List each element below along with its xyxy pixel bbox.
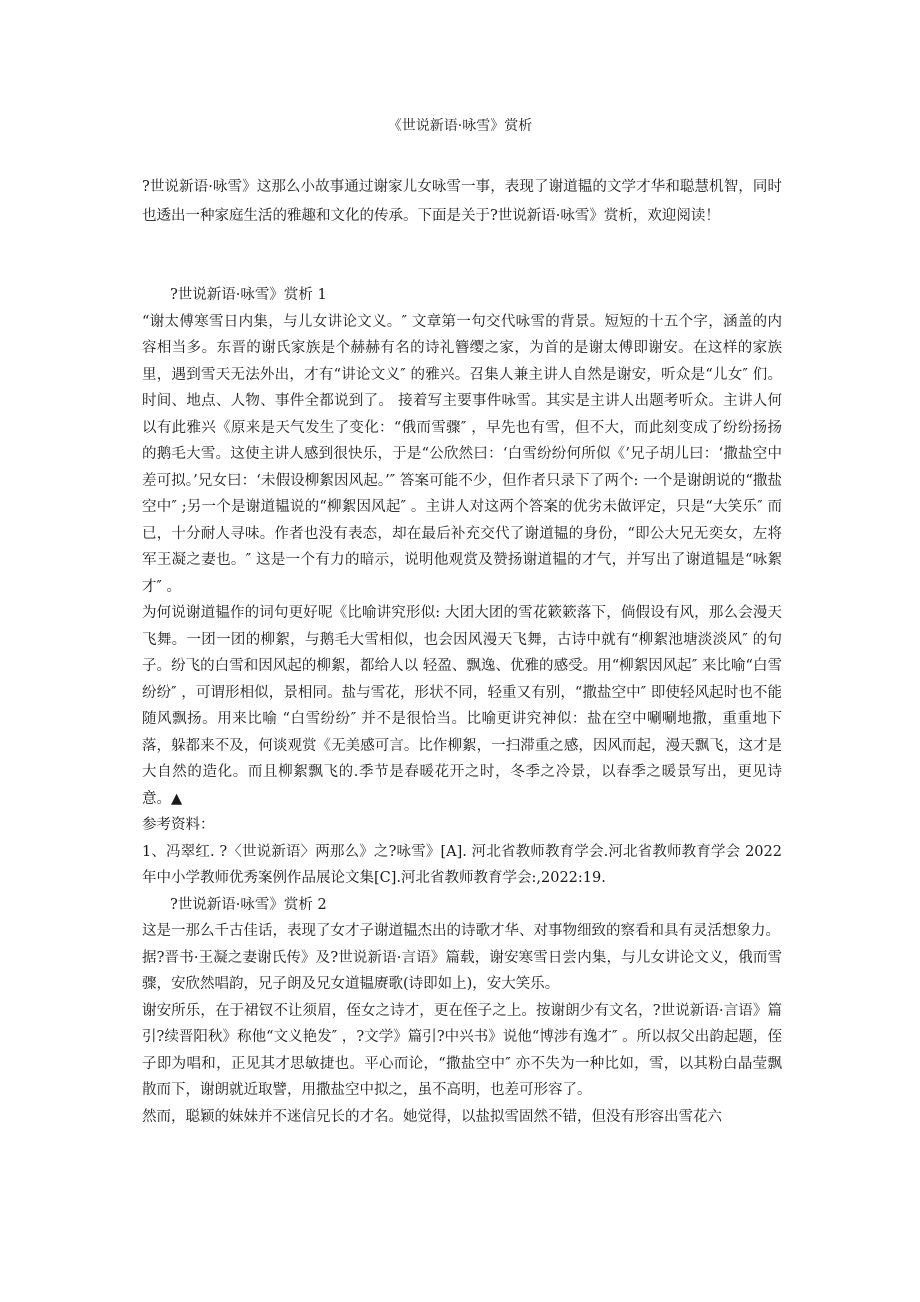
section2-paragraph-3: 谢安所乐，在于裙钗不让须眉，侄女之诗才，更在侄子之上。按谢朗少有文名，?世说新语·言语》篇引?续晋阳秋》称他“文义艳发″ ，?文学》篇引?中兴书》说他“博涉有逸才″ 。所以叔父出韵起题，侄子即为唱和，正见其才思敏捷也。平心而论，“撒盐空中″ 亦不失为一种比如，雪，以其粉白晶莹飘散而下，谢朗就近取譬，用撒盐空中拟之，虽不高明，也差可形容了。 [142, 1002, 782, 1098]
intro-paragraph: ?世说新语·咏雪》这那么小故事通过谢家儿女咏雪一事，表现了谢道韫的文学才华和聪慧机智，同时也透出一种家庭生活的雅趣和文化的传承。下面是关于?世说新语·咏雪》赏析，欢迎阅读！ [142, 179, 782, 224]
reference-item-1: 1、冯翠红. ?〈世说新语〉两那么》之?咏雪》[A]. 河北省教师教育学会.河北省教师教育学会 2022 年中小学教师优秀案例作品展论文集[C].河北省教师教育学会:,2022:19. [142, 843, 782, 886]
section1-paragraph-1: “谢太傅寒雪日内集，与儿女讲论文义。″ 文章第一句交代咏雪的背景。短短的十五个字，涵盖的内容相当多。东晋的谢氏家族是个赫赫有名的诗礼簪缨之家，为首的是谢太傅即谢安。在这样的家族里，遇到雪天无法外出，才有“讲论文义″ 的雅兴。召集人兼主讲人自然是谢安，听众是“儿女″ 们。时间、地点、人物、事件全都说到了。 接着写主要事件咏雪。其实是主讲人出题考听众。主讲人何以有此雅兴《原来是天气发生了变化：“俄而雪骤″ ，早先也有雪，但不大，而此刻变成了纷纷扬扬的鹅毛大雪。这使主讲人感到很快乐，于是“公欣然曰：‘白雪纷纷何所似《’兄子胡儿曰：‘撒盐空中差可拟。’兄女曰：‘未假设柳絮因风起。’″ 答案可能不少，但作者只录下了两个: 一个是谢朗说的“撒盐空中″ ;另一个是谢道韫说的“柳絮因风起″ 。主讲人对这两个答案的优劣未做评定，只是“大笑乐″ 而已，十分耐人寻味。作者也没有表态，却在最后补充交代了谢道韫的身份，“即公大兄无奕女，左将军王凝之妻也。″ 这是一个有力的暗示，说明他观赏及赞扬谢道韫的才气，并写出了谢道韫是“咏絮才″ 。 [142, 313, 782, 595]
references-label: 参考资料： [142, 817, 215, 833]
section2-paragraph-1: 这是一那么千古佳话，表现了女才子谢道韫杰出的诗歌才华、对事物细致的察看和具有灵活想象力。 [142, 923, 780, 939]
main-body [142, 282, 782, 1130]
section2-paragraph-4: 然而，聪颖的妹妹并不迷信兄长的才名。她觉得，以盐拟雪固然不错，但没有形容出雪花六 [142, 1108, 722, 1125]
section2-heading: ?世说新语·咏雪》赏析 2 [170, 896, 327, 913]
section1-paragraph-2: 为何说谢道韫作的词句更好呢《比喻讲究形似: 大团大团的雪花簌簌落下，倘假设有风，那么会漫天飞舞。一团一团的柳絮，与鹅毛大雪相似，也会因风漫天飞舞，古诗中就有“柳絮池塘淡淡风″ 的句子。纷飞的白雪和因风起的柳絮，都给人以 轻盈、飘逸、优雅的感受。用“柳絮因风起″ 来比喻“白雪纷纷″ ，可谓形相似，景相同。盐与雪花，形状不同，轻重又有别，“撒盐空中″ 即使轻风起时也不能随风飘扬。用来比喻 “白雪纷纷″ 并不是很恰当。比喻更讲究神似：盐在空中唰唰地撒，重重地下落，躲都来不及，何谈观赏《无美感可言。比作柳絮，一扫滞重之感，因风而起，漫天飘飞，这才是大自然的造化。而且柳絮飘飞的.季节是春暖花开之时，冬季之冷景，以春季之暖景写出，更见诗意。▲ [142, 605, 782, 807]
intro-block [142, 173, 782, 231]
section1-heading: ?世说新语·咏雪》赏析 1 [170, 287, 327, 303]
document-title: 《世说新语·咏雪》赏析 [387, 118, 533, 134]
section2-paragraph-2: 据?晋书·王凝之妻谢氏传》及?世说新语·言语》篇载，谢安寒雪日尝内集，与儿女讲论文义，俄而雪骤，安欣然唱韵，兄子朗及兄女道韫赓歌(诗即如上)，安大笑乐。 [142, 949, 782, 992]
